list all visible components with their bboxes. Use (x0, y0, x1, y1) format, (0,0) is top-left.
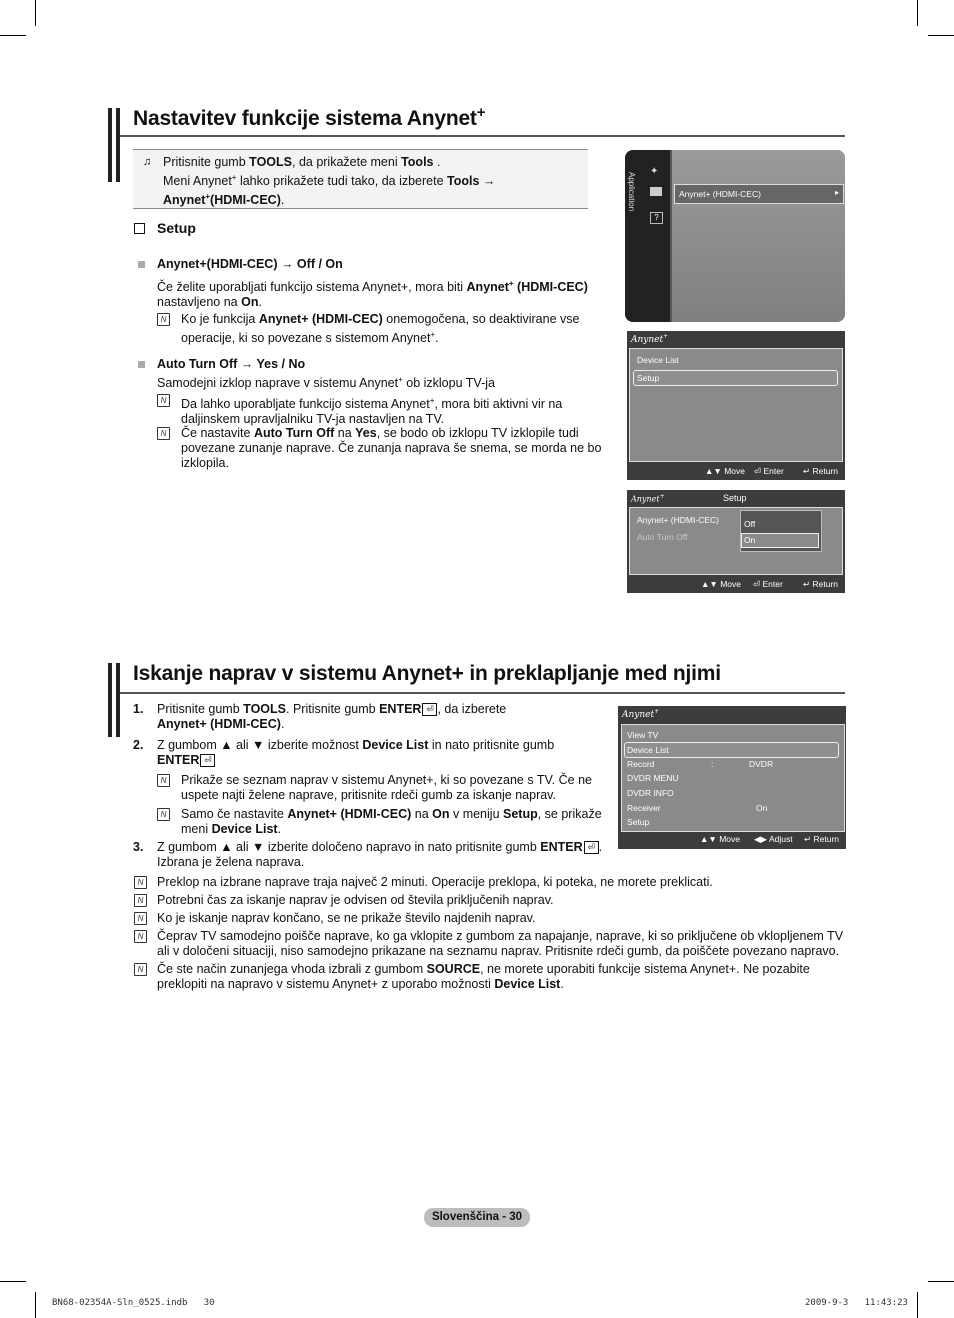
setup-heading: Setup (157, 220, 196, 236)
crop-mark (0, 1281, 26, 1282)
osd-foot-move: ▲▼ Move (700, 834, 740, 844)
note-icon (157, 427, 170, 440)
crop-mark (35, 1292, 36, 1318)
setup-checkbox (134, 223, 145, 234)
osd-item-view-tv[interactable]: View TV (627, 730, 659, 740)
footer-date: 2009-9-3 11:43:23 (805, 1298, 908, 1308)
osd-item-record[interactable]: Record (627, 759, 655, 769)
crop-mark (928, 35, 954, 36)
bullet-square (138, 261, 145, 268)
osd-setup-title: Setup (723, 493, 747, 503)
anynet-logo: Anynet+ (622, 708, 660, 720)
tools-text: Pritisnite gumb TOOLS, da prikažete meni Tools . Meni Anynet+ lahko prikažete tudi tako, da izberete Tools → Anynet+(HDMI-CEC). (163, 155, 496, 208)
osd-setup (627, 490, 845, 593)
item1-text: Če želite uporabljati funkcijo sistema Anynet+, mora biti Anynet+ (HDMI-CEC) nastavljeno na On. (157, 279, 588, 310)
tools-box (133, 149, 588, 209)
note-text: Če ste način zunanjega vhoda izbrali z gumbom SOURCE, ne morete uporabiti funkcije sistema Anynet+. Ne pozabite preklopiti na napravo v sistemu Anynet+ z uporabo možnosti Device List. (157, 962, 810, 991)
footer-file: BN68-02354A-Sln_0525.indb 30 (52, 1298, 215, 1308)
tools-icon: ♫ (143, 156, 152, 168)
item2-text: Samodejni izklop naprave v sistemu Anynet+ ob izklopu TV-ja (157, 375, 495, 391)
note-icon (134, 930, 147, 943)
enter-icon: ⏎ (584, 841, 599, 854)
osd-foot-enter: ⏎ Enter (754, 466, 784, 476)
osd-item-device-list[interactable]: Device List (637, 355, 679, 365)
crop-mark (0, 35, 26, 36)
osd-anynet (627, 331, 845, 480)
osd-foot-enter: ⏎ Enter (753, 579, 783, 589)
note-icon (134, 894, 147, 907)
anynet-logo: Anynet+ (631, 333, 669, 345)
crop-mark (928, 1281, 954, 1282)
osd-foot-move: ▲▼ Move (705, 466, 745, 476)
note-icon (157, 394, 170, 407)
crop-mark (35, 0, 36, 26)
osd-foot-return: ↵ Return (803, 579, 838, 589)
note-icon (157, 313, 170, 326)
step-number: 2. (133, 738, 144, 752)
item2-note1: Da lahko uporabljate funkcijo sistema Anynet+, mora biti aktivni vir na daljinskem upravljalniku TV-ja nastavljen na TV. (181, 396, 563, 427)
item1-note: Ko je funkcija Anynet+ (HDMI-CEC) onemogočena, so deaktivirane vse operacije, ki so povezane s sistemom Anynet+. (181, 312, 580, 346)
wrench-icon: ✦ (650, 166, 659, 177)
note-icon (134, 963, 147, 976)
osd-item-device-list[interactable]: Device List (627, 745, 669, 755)
osd-foot-adjust: ◀▶ Adjust (754, 834, 793, 844)
section-bar (108, 108, 112, 182)
osd-list (629, 348, 843, 462)
step3-text: Z gumbom ▲ ali ▼ izberite določeno napravo in nato pritisnite gumb ENTER ⏎ . Izbrana je želena naprava. (157, 840, 603, 869)
section-bar (108, 663, 112, 737)
note-text: Ko je iskanje naprav končano, se ne prikaže število najdenih naprav. (157, 911, 536, 925)
osd-foot-return: ↵ Return (803, 466, 838, 476)
osd-item-auto-turn-off[interactable]: Auto Turn Off (637, 532, 688, 542)
note-icon (134, 912, 147, 925)
item2-note2: Če nastavite Auto Turn Off na Yes, se bodo ob izklopu TV izklopile tudi povezane zunanje naprave. Če zunanja naprava še snema, se morda ne bo izklopila. (181, 426, 602, 470)
note-icon (134, 876, 147, 889)
item1-title: Anynet+(HDMI-CEC) → Off / On (157, 257, 343, 271)
osd-highlight (633, 370, 838, 386)
osd-item-dvdr-info[interactable]: DVDR INFO (627, 788, 674, 798)
title-rule (120, 692, 845, 694)
osd-application (625, 150, 845, 322)
note-icon (157, 774, 170, 787)
item2-title: Auto Turn Off → Yes / No (157, 357, 306, 371)
title-rule (120, 135, 845, 137)
step-number: 1. (133, 702, 144, 716)
step1-text: Pritisnite gumb TOOLS. Pritisnite gumb ENTER ⏎ , da izberete Anynet+ (HDMI-CEC). (157, 702, 507, 731)
enter-icon: ⏎ (200, 754, 215, 767)
anynet-logo: Anynet+ (631, 493, 665, 504)
crop-mark (917, 1292, 918, 1318)
osd-record-sep: : (711, 759, 714, 769)
osd-foot-return: ↵ Return (804, 834, 839, 844)
osd-item-setup[interactable]: Setup (637, 373, 660, 383)
page-number-badge: Slovenščina - 30 (424, 1208, 530, 1227)
osd-panel (672, 150, 845, 322)
osd-item-setup[interactable]: Setup (627, 817, 650, 827)
section2-title: Iskanje naprav v sistemu Anynet+ in preklapljanje med njimi (133, 662, 721, 685)
osd-item-receiver[interactable]: Receiver (627, 803, 661, 813)
note-text: Potrebni čas za iskanje naprav je odvisen od števila priključenih naprav. (157, 893, 554, 907)
osd-item-anynet[interactable]: Anynet+ (HDMI-CEC) ▸ (674, 184, 844, 204)
section1-title: Nastavitev funkcije sistema Anynet+ (133, 104, 486, 130)
note-text: Preklop na izbrane naprave traja največ 2 minuti. Operacije preklopa, ki poteka, ne morete preklicati. (157, 875, 713, 889)
note-text: Čeprav TV samodejno poišče naprave, ko ga vklopite z gumbom za napajanje, naprave, ki so priključene ob vklopljenem TV ali v določeni situaciji, niso samodejno prikazane na seznamu naprav. Pritisnite rdeči gumb, da poiščete povezano napravo. (157, 929, 844, 958)
bullet-square (138, 361, 145, 368)
app-icon (650, 187, 662, 196)
step2-note1: Prikaže se seznam naprav v sistemu Anynet+, ki so povezane s TV. Če ne uspete najti želene naprave, pritisnite rdeči gumb za iskanje naprav. (181, 773, 592, 802)
step2-text: Z gumbom ▲ ali ▼ izberite možnost Device List in nato pritisnite gumb ENTER ⏎ (157, 738, 555, 767)
help-icon: ? (650, 212, 663, 224)
osd-side-label: Application (627, 172, 636, 212)
osd-foot-move: ▲▼ Move (701, 579, 741, 589)
osd-option-on[interactable]: On (744, 535, 756, 545)
osd-receiver-value: On (756, 803, 768, 813)
enter-icon: ⏎ (422, 703, 437, 716)
crop-mark (917, 0, 918, 26)
osd-record-value: DVDR (749, 759, 774, 769)
osd-item-hdmi-cec[interactable]: Anynet+ (HDMI-CEC) (637, 515, 719, 525)
osd-device-list (618, 706, 846, 849)
section-bar (116, 108, 120, 182)
osd-option-off[interactable]: Off (744, 519, 756, 529)
step2-note2: Samo če nastavite Anynet+ (HDMI-CEC) na On v meniju Setup, se prikaže meni Device List. (181, 807, 602, 836)
osd-item-dvdr-menu[interactable]: DVDR MENU (627, 773, 679, 783)
step-number: 3. (133, 840, 144, 854)
section-bar (116, 663, 120, 737)
note-icon (157, 808, 170, 821)
